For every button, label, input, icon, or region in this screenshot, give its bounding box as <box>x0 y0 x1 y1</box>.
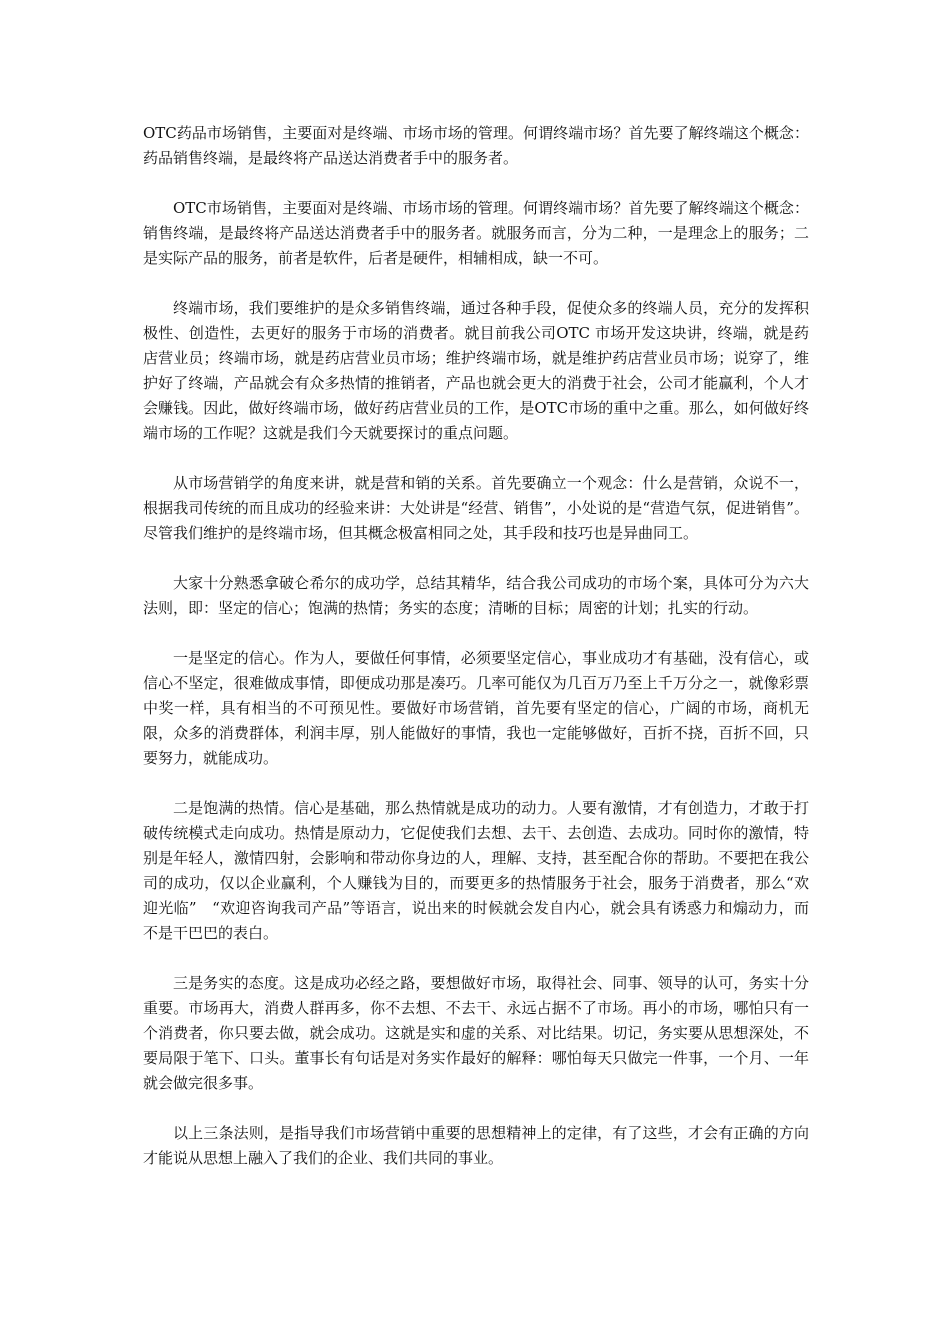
paragraph-definition: OTC市场销售，主要面对是终端、市场市场的管理。何谓终端市场？首先要了解终端这个概念：销售终端，是最终将产品送达消费者手中的服务者。就服务而言，分为二种，一是理念上的服务；二是实际产品的服务，前者是软件，后者是硬件，相辅相成，缺一不可。 <box>143 199 809 267</box>
paragraph-rule-confidence: 一是坚定的信心。作为人，要做任何事情，必须要坚定信心，事业成功才有基础，没有信心，或信心不坚定，很难做成事情，即便成功那是凑巧。几率可能仅为几百万乃至上千万分之一，就像彩票中奖一样，具有相当的不可预见性。要做好市场营销，首先要有坚定的信心，广阔的市场，商机无限，众多的消费群体，利润丰厚，别人能做好的事情，我也一定能够做好，百折不挠，百折不回，只要努力，就能成功。 <box>143 649 809 767</box>
paragraph-marketing-concept: 从市场营销学的角度来讲，就是营和销的关系。首先要确立一个观念：什么是营销，众说不一，根据我司传统的而且成功的经验来讲：大处讲是“经营、销售”，小处说的是“营造气氛，促进销售”。尽管我们维护的是终端市场，但其概念极富相同之处，其手段和技巧也是异曲同工。 <box>143 474 809 542</box>
paragraph-intro: OTC药品市场销售，主要面对是终端、市场市场的管理。何谓终端市场？首先要了解终端这个概念：药品销售终端，是最终将产品送达消费者手中的服务者。 <box>143 124 809 167</box>
document-body <box>143 121 809 1196</box>
paragraph-terminal-market: 终端市场，我们要维护的是众多销售终端，通过各种手段，促使众多的终端人员，充分的发挥积极性、创造性，去更好的服务于市场的消费者。就目前我公司OTC 市场开发这块讲，终端，就是药店营业员；终端市场，就是药店营业员市场；维护终端市场，就是维护药店营业员市场；说穿了，维护好了终端，产品就会有众多热情的推销者，产品也就会更大的消费于社会，公司才能赢利，个人才会赚钱。因此，做好终端市场，做好药店营业员的工作，是OTC市场的重中之重。那么，如何做好终端市场的工作呢？这就是我们今天就要探讨的重点问题。 <box>143 299 809 442</box>
paragraph-summary: 以上三条法则，是指导我们市场营销中重要的思想精神上的定律，有了这些，才会有正确的方向才能说从思想上融入了我们的企业、我们共同的事业。 <box>143 1124 809 1167</box>
paragraph-six-rules: 大家十分熟悉拿破仑希尔的成功学，总结其精华，结合我公司成功的市场个案，具体可分为六大法则，即：坚定的信心；饱满的热情；务实的态度；清晰的目标；周密的计划；扎实的行动。 <box>143 574 809 617</box>
paragraph-rule-pragmatism: 三是务实的态度。这是成功必经之路，要想做好市场，取得社会、同事、领导的认可，务实十分重要。市场再大，消费人群再多，你不去想、不去干、永远占据不了市场。再小的市场，哪怕只有一个消费者，你只要去做，就会成功。这就是实和虚的关系、对比结果。切记，务实要从思想深处，不要局限于笔下、口头。董事长有句话是对务实作最好的解释：哪怕每天只做完一件事，一个月、一年就会做完很多事。 <box>143 974 809 1092</box>
paragraph-rule-enthusiasm: 二是饱满的热情。信心是基础，那么热情就是成功的动力。人要有激情，才有创造力，才敢于打破传统模式走向成功。热情是原动力，它促使我们去想、去干、去创造、去成功。同时你的激情，特别是年轻人，激情四射，会影响和带动你身边的人，理解、支持，甚至配合你的帮助。不要把在我公司的成功，仅以企业赢利，个人赚钱为目的，而要更多的热情服务于社会，服务于消费者，那么“欢迎光临” “欢迎咨询我司产品”等语言，说出来的时候就会发自内心，就会具有诱惑力和煽动力，而不是干巴巴的表白。 <box>143 799 809 942</box>
